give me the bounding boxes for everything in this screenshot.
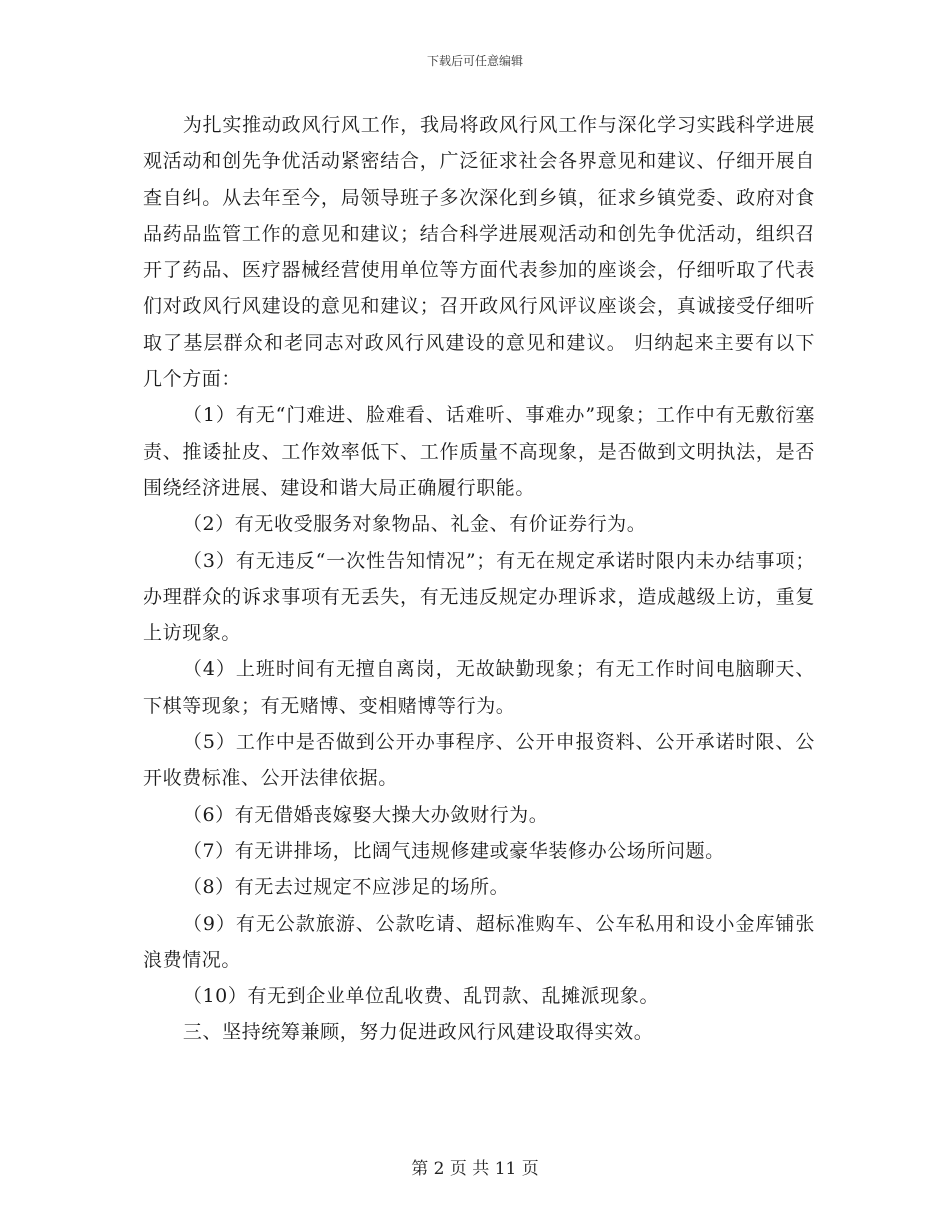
item-9-paragraph: （9）有无公款旅游、公款吃请、超标准购车、公车私用和设小金库铺张浪费情况。 xyxy=(143,912,815,971)
item-5-paragraph: （5）工作中是否做到公开办事程序、公开申报资料、公开承诺时限、公开收费标准、公开法律依据。 xyxy=(143,731,815,790)
item-7-paragraph: （7）有无讲排场，比阔气违规修建或豪华装修办公场所问题。 xyxy=(182,839,725,862)
item-8-paragraph: （8）有无去过规定不应涉足的场所。 xyxy=(182,876,510,899)
page-header: 下载后可任意编辑 xyxy=(426,54,523,68)
intro-paragraph: 为扎实推动政风行风工作，我局将政风行风工作与深化学习实践科学进展观活动和创先争优活动紧密结合，广泛征求社会各界意见和建议、仔细开展自查自纠。从去年至今，局领导班子多次深化到乡镇，征求乡镇党委、政府对食品药品监管工作的意见和建议；结合科学进展观活动和创先争优活动，组织召开了药品、医疗器械经营使用单位等方面代表参加的座谈会，仔细听取了代表们对政风行风建设的意见和建议；召开政风行风评议座谈会，真诚接受仔细听取了基层群众和老同志对政风行风建设的意见和建议。 归纳起来主要有以下几个方面： xyxy=(143,114,815,391)
item-1-paragraph: （1）有无“门难进、脸难看、话难听、事难办”现象；工作中有无敷衍塞责、推诿扯皮、工作效率低下、工作质量不高现象，是否做到文明执法，是否围绕经济进展、建设和谐大局正确履行职能。 xyxy=(143,404,815,499)
item-3-paragraph: （3）有无违反“一次性告知情况”；有无在规定承诺时限内未办结事项；办理群众的诉求事项有无丢失，有无违反规定办理诉求，造成越级上访，重复上访现象。 xyxy=(143,549,815,645)
page-number-footer: 第 2 页 共 11 页 xyxy=(411,1159,539,1179)
item-6-paragraph: （6）有无借婚丧嫁娶大操大办敛财行为。 xyxy=(182,803,549,826)
item-2-paragraph: （2）有无收受服务对象物品、礼金、有价证券行为。 xyxy=(182,513,647,536)
item-10-paragraph: （10）有无到企业单位乱收费、乱罚款、乱摊派现象。 xyxy=(182,985,660,1008)
item-4-paragraph: （4）上班时间有无擅自离岗，无故缺勤现象；有无工作时间电脑聊天、下棋等现象；有无赌博、变相赌博等行为。 xyxy=(143,658,815,717)
document-body xyxy=(143,107,815,1051)
section-three-heading: 三、坚持统筹兼顾，努力促进政风行风建设取得实效。 xyxy=(182,1021,654,1044)
